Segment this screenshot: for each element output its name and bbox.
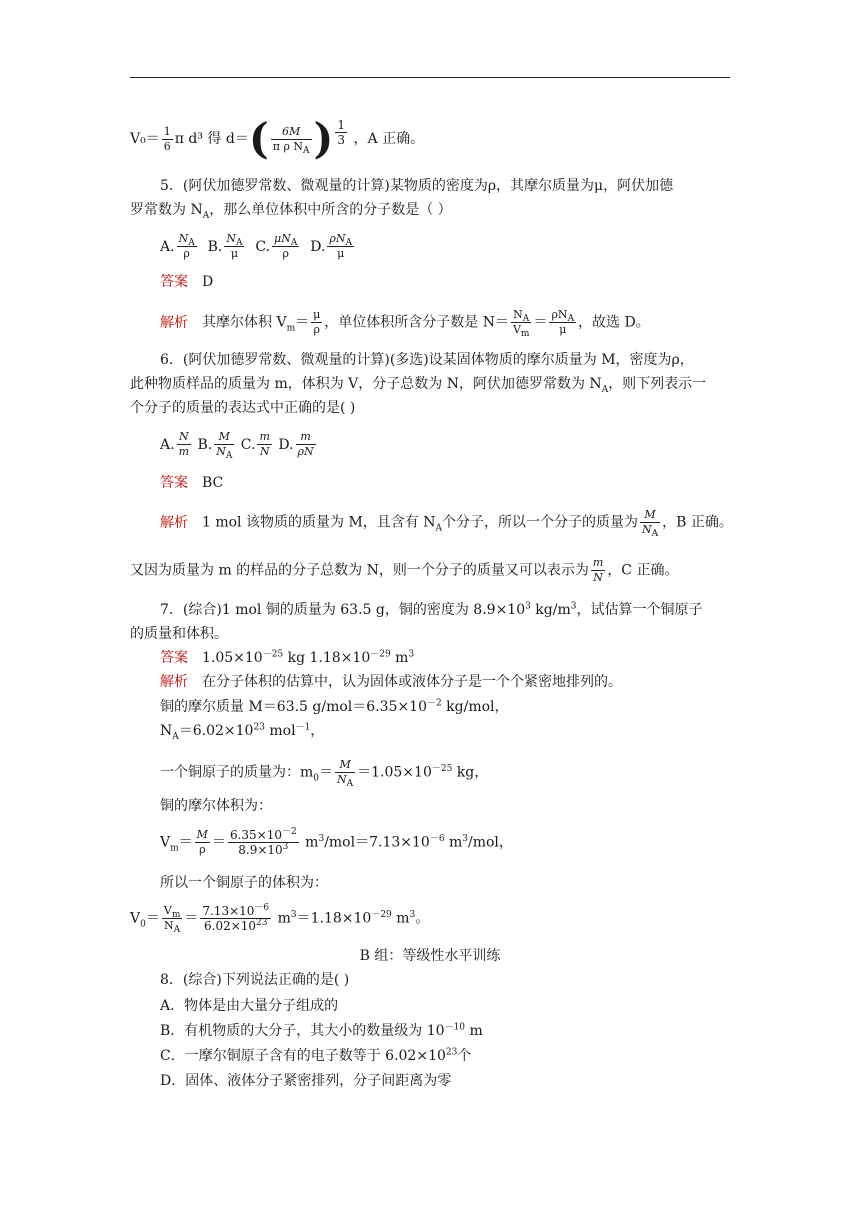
v0-label: V₀＝ (130, 131, 160, 147)
frac-one-sixth: $\frac{1}{6}$ (163, 124, 171, 153)
exponent-one-third: $\frac{1}{3}$ (337, 118, 346, 147)
formula-line (130, 114, 425, 163)
q8-stem: 8．(综合)下列说法正确的是( ) (160, 972, 350, 988)
q5-answer: 答案 D (160, 274, 214, 290)
q5-stem-line1: 5．(阿伏加德罗常数、微观量的计算)某物质的密度为ρ，其摩尔质量为μ，阿伏加德 (160, 178, 674, 194)
q7-analysis: 解析 在分子体积的估算中，认为固体或液体分子是一个个紧密地排列的。 (160, 674, 622, 690)
q5-stem-line2: 罗常数为 $N_A$，那么单位体积中所含的分子数是（ ） (130, 202, 452, 221)
paren-left: ( (248, 114, 269, 163)
q7-stem-line2: 的质量和体积。 (130, 626, 228, 642)
q5-option-b: B. $\frac{N_A}{\mu}$ (207, 232, 243, 260)
section-b-heading: B 组：等级性水平训练 (359, 948, 501, 964)
q6-analysis: 解析 1 mol 该物质的质量为 M，且含有 $N_A$个分子，所以一个分子的质量为 $\frac{M}{N_A}$ ，B 正确。 (160, 508, 733, 540)
formula-tail: ，A 正确。 (353, 131, 425, 147)
q7-answer: 答案 $1.05\times 10^{-25}$ kg $1.18\times 10^{-29}$ $m^3$ (160, 649, 415, 666)
q8-option-c: C．一摩尔铜原子含有的电子数等于 $6.02\times 10^{23}$个 (160, 1047, 472, 1064)
q5-analysis: 解析 其摩尔体积 $V_m=$ $\frac{\mu}{\rho}$ ，单位体积所含分子数是 N＝ $\frac{N_A}{V_m}$ ＝ $\frac{\rho N_A}{\mu}$ ，故选 D。 (160, 308, 650, 340)
q6-option-b: B. $\frac{M}{N_A}$ (197, 430, 233, 462)
q6-stem-line3: 个分子的质量的表达式中正确的是( ) (130, 400, 356, 416)
q6-option-c: C. $\frac{m}{N}$ (240, 430, 270, 458)
q6-analysis-cont: 又因为质量为 m 的样品的分子总数为 N，则一个分子的质量又可以表示为 $\frac{m}{N}$ ，C 正确。 (130, 556, 679, 584)
q6-options (160, 430, 318, 462)
pi-d3: π d³ (174, 131, 203, 147)
q7-vm-intro: 铜的摩尔体积为： (160, 798, 272, 814)
q7-stem-line1: 7．(综合)1 mol 铜的质量为 63.5 g，铜的密度为 $8.9\times 10^3$ $kg/m^3$，试估算一个铜原子 (160, 601, 703, 618)
q7-v0-formula: $V_0=$ $\frac{V_m}{N_A}$ ＝ $\frac{7.13\times 10^{-6}}{6.02\times 10^{23}}$ $m^3=1.18\times 10^{-29}$ $m^3$。 (130, 903, 430, 936)
q5-option-c: C. $\frac{\mu N_A}{\rho}$ (255, 232, 298, 260)
q6-option-a: A. $\frac{N}{m}$ (160, 430, 189, 458)
q8-option-a: A．物体是由大量分子组成的 (160, 998, 339, 1014)
q7-vm-formula: $V_m=$ $\frac{M}{\rho}$ ＝ $\frac{6.35\times 10^{-2}}{8.9\times 10^3}$ $m^3/mol=7.13\times 10^{-6}$ $m^3$/mol， (160, 827, 513, 857)
de-text: 得 (207, 131, 222, 147)
q5-option-a: A. $\frac{N_A}{\rho}$ (160, 232, 195, 260)
paren-right: ) (313, 114, 334, 163)
q7-atom-mass: 一个铜原子的质量为：$m_0=$ $\frac{M}{N_A}$ $=1.05\times 10^{-25}$ kg， (160, 758, 489, 790)
header-rule (130, 77, 730, 78)
d-eq: d＝ (225, 131, 249, 147)
frac-6m: $\frac{6M}{\pi \rho N_A}$ (272, 124, 310, 156)
q8-option-b: B．有机物质的大分子，其大小的数量级为 $10^{-10}$ m (160, 1022, 483, 1039)
q5-option-d: D. $\frac{\rho N_A}{\mu}$ (310, 232, 353, 260)
q6-answer: 答案 BC (160, 475, 224, 491)
q7-molar-mass: 铜的摩尔质量 M＝63.5 $g/mol=6.35\times 10^{-2}$ kg/mol， (160, 698, 509, 715)
q7-v0-intro: 所以一个铜原子的体积为： (160, 875, 328, 891)
q5-options (160, 232, 356, 261)
q7-avogadro: $N_A=6.02\times 10^{23}$ mol$^{-1}$， (160, 722, 325, 742)
q6-stem-line1: 6．(阿伏加德罗常数、微观量的计算)(多选)设某固体物质的摩尔质量为 M，密度为ρ， (160, 352, 694, 368)
q6-stem-line2: 此种物质样品的质量为 m，体积为 V，分子总数为 N，阿伏加德罗常数为 $N_A$，则下列表示一 (130, 376, 707, 395)
q6-option-d: D. $\frac{m}{\rho N}$ (278, 430, 314, 458)
q8-option-d: D．固体、液体分子紧密排列，分子间距离为零 (160, 1073, 452, 1089)
